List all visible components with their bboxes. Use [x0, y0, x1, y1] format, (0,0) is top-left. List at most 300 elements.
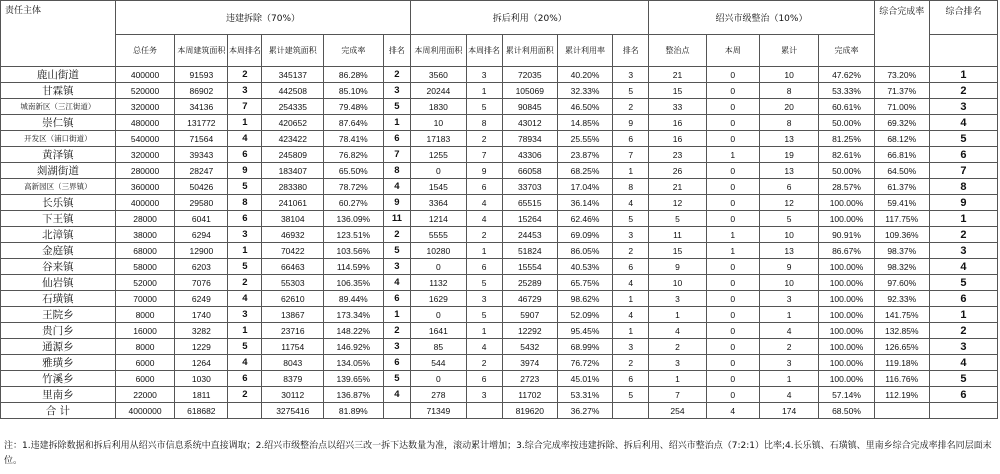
- cell-col-12: 12: [649, 195, 706, 211]
- cell-col-1: 540000: [115, 131, 175, 147]
- cell-col-15: 57.14%: [819, 387, 874, 403]
- cell-col-7: 3560: [411, 67, 466, 83]
- cell-col-2: 71564: [175, 131, 228, 147]
- subheader-cumulative: 累计: [759, 35, 819, 67]
- cell-col-13: 0: [706, 67, 759, 83]
- cell-col-4: 55303: [262, 275, 324, 291]
- cell-col-12: 10: [649, 275, 706, 291]
- cell-col-16: 119.18%: [874, 355, 929, 371]
- cell-col-5: 148.22%: [324, 323, 384, 339]
- cell-col-13: 4: [706, 403, 759, 419]
- cell-col-2: 1030: [175, 371, 228, 387]
- cell-col-12: 4: [649, 323, 706, 339]
- cell-col-10: 65.75%: [557, 275, 612, 291]
- cell-col-13: 0: [706, 307, 759, 323]
- cell-col-16: 59.41%: [874, 195, 929, 211]
- cell-col-4: 423422: [262, 131, 324, 147]
- cell-col-17: 3: [929, 243, 997, 259]
- cell-col-17: [929, 403, 997, 419]
- cell-col-2: 50426: [175, 179, 228, 195]
- cell-col-1: 6000: [115, 371, 175, 387]
- cell-col-6: 6: [383, 131, 411, 147]
- cell-col-6: 6: [383, 355, 411, 371]
- header-overall-rate: 综合完成率: [874, 1, 929, 67]
- cell-col-1: 320000: [115, 147, 175, 163]
- cell-col-6: 6: [383, 291, 411, 307]
- cell-col-17: 2: [929, 227, 997, 243]
- cell-col-13: 0: [706, 355, 759, 371]
- cell-col-16: 66.81%: [874, 147, 929, 163]
- cell-col-14: 2: [759, 339, 819, 355]
- row-entity-name: 贵门乡: [1, 323, 116, 339]
- cell-col-14: 6: [759, 179, 819, 195]
- cell-col-9: 819620: [502, 403, 557, 419]
- row-entity-name: 崇仁镇: [1, 115, 116, 131]
- cell-col-4: 241061: [262, 195, 324, 211]
- cell-col-13: 0: [706, 115, 759, 131]
- cell-col-12: 254: [649, 403, 706, 419]
- cell-col-3: 4: [228, 131, 262, 147]
- subheader-cumulative-area: 累计建筑面积: [262, 35, 324, 67]
- cell-col-4: 62610: [262, 291, 324, 307]
- cell-col-4: 13867: [262, 307, 324, 323]
- cell-col-12: 21: [649, 179, 706, 195]
- cell-col-9: 46729: [502, 291, 557, 307]
- cell-col-6: 2: [383, 323, 411, 339]
- cell-col-5: 139.65%: [324, 371, 384, 387]
- cell-col-16: 141.75%: [874, 307, 929, 323]
- cell-col-15: 100.00%: [819, 371, 874, 387]
- cell-col-8: 5: [466, 307, 502, 323]
- cell-col-2: 12900: [175, 243, 228, 259]
- cell-col-9: 72035: [502, 67, 557, 83]
- cell-col-9: 15264: [502, 211, 557, 227]
- cell-col-9: 51824: [502, 243, 557, 259]
- cell-col-17: 5: [929, 131, 997, 147]
- cell-col-5: 87.64%: [324, 115, 384, 131]
- cell-col-15: 100.00%: [819, 291, 874, 307]
- row-entity-name: 仙岩镇: [1, 275, 116, 291]
- cell-col-16: 71.00%: [874, 99, 929, 115]
- cell-col-7: 85: [411, 339, 466, 355]
- cell-col-2: 39343: [175, 147, 228, 163]
- cell-col-7: 1641: [411, 323, 466, 339]
- cell-col-1: 68000: [115, 243, 175, 259]
- cell-col-3: 5: [228, 259, 262, 275]
- cell-col-5: 103.56%: [324, 243, 384, 259]
- cell-col-12: 5: [649, 211, 706, 227]
- cell-col-14: 19: [759, 147, 819, 163]
- cell-col-4: 46932: [262, 227, 324, 243]
- cell-col-8: 5: [466, 275, 502, 291]
- row-entity-name: 剡湖街道: [1, 163, 116, 179]
- cell-col-13: 0: [706, 323, 759, 339]
- cell-col-11: 1: [613, 291, 649, 307]
- cell-col-6: 1: [383, 115, 411, 131]
- cell-col-12: 3: [649, 355, 706, 371]
- cell-col-9: 105069: [502, 83, 557, 99]
- row-entity-name: 竹溪乡: [1, 371, 116, 387]
- subheader-completion-rate: 完成率: [324, 35, 384, 67]
- row-entity-name: 合 计: [1, 403, 116, 419]
- cell-col-17: 5: [929, 275, 997, 291]
- cell-col-12: 16: [649, 115, 706, 131]
- cell-col-13: 1: [706, 227, 759, 243]
- cell-col-3: 3: [228, 307, 262, 323]
- cell-col-12: 9: [649, 259, 706, 275]
- row-entity-name: 里南乡: [1, 387, 116, 403]
- cell-col-3: 2: [228, 67, 262, 83]
- cell-col-12: 16: [649, 131, 706, 147]
- cell-col-3: 5: [228, 339, 262, 355]
- cell-col-13: 0: [706, 83, 759, 99]
- cell-col-5: 85.10%: [324, 83, 384, 99]
- cell-col-10: 32.33%: [557, 83, 612, 99]
- cell-col-12: 23: [649, 147, 706, 163]
- cell-col-3: 3: [228, 227, 262, 243]
- cell-col-17: 6: [929, 387, 997, 403]
- cell-col-15: 81.25%: [819, 131, 874, 147]
- cell-col-6: 9: [383, 195, 411, 211]
- cell-col-14: 13: [759, 243, 819, 259]
- subheader-rectification-rate: 完成率: [819, 35, 874, 67]
- cell-col-3: 1: [228, 115, 262, 131]
- cell-col-3: 2: [228, 275, 262, 291]
- cell-col-17: 8: [929, 179, 997, 195]
- cell-col-12: 15: [649, 83, 706, 99]
- cell-col-4: 70422: [262, 243, 324, 259]
- cell-col-5: 89.44%: [324, 291, 384, 307]
- cell-col-13: 0: [706, 339, 759, 355]
- table-row: [1, 355, 998, 371]
- cell-col-7: 1132: [411, 275, 466, 291]
- cell-col-16: 112.19%: [874, 387, 929, 403]
- cell-col-7: 1830: [411, 99, 466, 115]
- cell-col-12: 7: [649, 387, 706, 403]
- table-row: [1, 371, 998, 387]
- cell-col-3: 1: [228, 243, 262, 259]
- cell-col-9: 24453: [502, 227, 557, 243]
- table-row: [1, 67, 998, 83]
- cell-col-7: 0: [411, 307, 466, 323]
- cell-col-15: 82.61%: [819, 147, 874, 163]
- cell-col-14: 13: [759, 163, 819, 179]
- cell-col-3: 8: [228, 195, 262, 211]
- cell-col-6: 4: [383, 275, 411, 291]
- cell-col-3: 4: [228, 291, 262, 307]
- subheader-cumulative-use-area: 累计利用面积: [502, 35, 557, 67]
- cell-col-4: 30112: [262, 387, 324, 403]
- cell-col-11: 3: [613, 67, 649, 83]
- cell-col-8: 6: [466, 179, 502, 195]
- row-entity-name: 黄泽镇: [1, 147, 116, 163]
- table-row: [1, 211, 998, 227]
- cell-col-10: 53.31%: [557, 387, 612, 403]
- cell-col-13: 1: [706, 243, 759, 259]
- cell-col-15: 53.33%: [819, 83, 874, 99]
- table-row: [1, 323, 998, 339]
- cell-col-2: 29580: [175, 195, 228, 211]
- cell-col-1: 16000: [115, 323, 175, 339]
- table-row: [1, 131, 998, 147]
- cell-col-14: 9: [759, 259, 819, 275]
- cell-col-1: 70000: [115, 291, 175, 307]
- subheader-total-task: 总任务: [115, 35, 175, 67]
- cell-col-10: 45.01%: [557, 371, 612, 387]
- cell-col-12: 26: [649, 163, 706, 179]
- table-row: [1, 387, 998, 403]
- cell-col-1: 8000: [115, 307, 175, 323]
- cell-col-1: 320000: [115, 99, 175, 115]
- cell-col-15: 90.91%: [819, 227, 874, 243]
- cell-col-9: 25289: [502, 275, 557, 291]
- cell-col-14: 8: [759, 115, 819, 131]
- cell-col-17: 2: [929, 83, 997, 99]
- cell-col-7: 1545: [411, 179, 466, 195]
- cell-col-2: 618682: [175, 403, 228, 419]
- subheader-cumulative-use-rate: 累计利用率: [557, 35, 612, 67]
- cell-col-6: 1: [383, 307, 411, 323]
- cell-col-1: 4000000: [115, 403, 175, 419]
- cell-col-5: 78.72%: [324, 179, 384, 195]
- cell-col-15: 100.00%: [819, 211, 874, 227]
- cell-col-8: 4: [466, 195, 502, 211]
- cell-col-17: 4: [929, 115, 997, 131]
- table-row: [1, 163, 998, 179]
- cell-col-9: 43306: [502, 147, 557, 163]
- subheader-week-rank: 本周排名: [228, 35, 262, 67]
- row-entity-name: 长乐镇: [1, 195, 116, 211]
- cell-col-2: 3282: [175, 323, 228, 339]
- cell-col-7: 0: [411, 371, 466, 387]
- cell-col-16: 68.12%: [874, 131, 929, 147]
- cell-col-7: 3364: [411, 195, 466, 211]
- cell-col-13: 0: [706, 291, 759, 307]
- cell-col-14: 1: [759, 371, 819, 387]
- cell-col-7: 0: [411, 163, 466, 179]
- cell-col-3: 1: [228, 323, 262, 339]
- cell-col-4: 442508: [262, 83, 324, 99]
- cell-col-5: 81.89%: [324, 403, 384, 419]
- cell-col-4: 245809: [262, 147, 324, 163]
- cell-col-10: 95.45%: [557, 323, 612, 339]
- cell-col-7: 71349: [411, 403, 466, 419]
- cell-col-15: 100.00%: [819, 195, 874, 211]
- cell-col-6: 11: [383, 211, 411, 227]
- cell-col-11: 7: [613, 147, 649, 163]
- cell-col-2: 6249: [175, 291, 228, 307]
- cell-col-14: 3: [759, 355, 819, 371]
- cell-col-14: 4: [759, 387, 819, 403]
- subheader-week-area: 本周建筑面积: [175, 35, 228, 67]
- cell-col-2: 7076: [175, 275, 228, 291]
- cell-col-15: 100.00%: [819, 275, 874, 291]
- cell-col-15: 100.00%: [819, 259, 874, 275]
- cell-col-11: 2: [613, 355, 649, 371]
- cell-col-11: 4: [613, 275, 649, 291]
- cell-col-2: 34136: [175, 99, 228, 115]
- cell-col-9: 90845: [502, 99, 557, 115]
- cell-col-15: 50.00%: [819, 163, 874, 179]
- cell-col-9: 12292: [502, 323, 557, 339]
- cell-col-16: 117.75%: [874, 211, 929, 227]
- cell-col-4: 3275416: [262, 403, 324, 419]
- cell-col-17: 7: [929, 163, 997, 179]
- cell-col-17: 4: [929, 259, 997, 275]
- header-demolition: 违建拆除（70%）: [115, 1, 410, 35]
- table-row: [1, 291, 998, 307]
- cell-col-3: 4: [228, 355, 262, 371]
- cell-col-1: 8000: [115, 339, 175, 355]
- table-row: [1, 83, 998, 99]
- cell-col-4: 345137: [262, 67, 324, 83]
- cell-col-8: 3: [466, 67, 502, 83]
- cell-col-8: 5: [466, 99, 502, 115]
- cell-col-16: 116.76%: [874, 371, 929, 387]
- cell-col-9: 5432: [502, 339, 557, 355]
- cell-col-11: 9: [613, 115, 649, 131]
- row-entity-name: 开发区（浦口街道）: [1, 131, 116, 147]
- cell-col-6: 4: [383, 179, 411, 195]
- cell-col-14: 8: [759, 83, 819, 99]
- cell-col-13: 0: [706, 275, 759, 291]
- cell-col-8: [466, 403, 502, 419]
- cell-col-17: 6: [929, 291, 997, 307]
- cell-col-13: 0: [706, 163, 759, 179]
- cell-col-13: 0: [706, 259, 759, 275]
- cell-col-9: 65515: [502, 195, 557, 211]
- cell-col-14: 20: [759, 99, 819, 115]
- cell-col-11: 8: [613, 179, 649, 195]
- cell-col-16: 109.36%: [874, 227, 929, 243]
- subheader-this-week: 本周: [706, 35, 759, 67]
- cell-col-3: 6: [228, 371, 262, 387]
- cell-col-13: 0: [706, 211, 759, 227]
- cell-col-13: 0: [706, 387, 759, 403]
- cell-col-7: 17183: [411, 131, 466, 147]
- cell-col-4: 8379: [262, 371, 324, 387]
- cell-col-15: 60.61%: [819, 99, 874, 115]
- cell-col-13: 0: [706, 195, 759, 211]
- row-entity-name: 城南新区（三江街道）: [1, 99, 116, 115]
- cell-col-3: 7: [228, 99, 262, 115]
- cell-col-6: 2: [383, 67, 411, 83]
- cell-col-12: 2: [649, 339, 706, 355]
- table-body: [1, 67, 998, 419]
- row-entity-name: 王院乡: [1, 307, 116, 323]
- cell-col-16: 97.60%: [874, 275, 929, 291]
- cell-col-11: 1: [613, 163, 649, 179]
- cell-col-16: [874, 403, 929, 419]
- cell-col-7: 10: [411, 115, 466, 131]
- cell-col-4: 66463: [262, 259, 324, 275]
- cell-col-1: 280000: [115, 163, 175, 179]
- cell-col-7: 1255: [411, 147, 466, 163]
- cell-col-4: 23716: [262, 323, 324, 339]
- cell-col-5: 173.34%: [324, 307, 384, 323]
- cell-col-6: 4: [383, 387, 411, 403]
- cell-col-11: 6: [613, 131, 649, 147]
- header-city-rectification: 绍兴市级整治（10%）: [649, 1, 874, 35]
- cell-col-7: 278: [411, 387, 466, 403]
- cell-col-8: 8: [466, 115, 502, 131]
- cell-col-10: 76.72%: [557, 355, 612, 371]
- table-row: [1, 147, 998, 163]
- cell-col-15: 68.50%: [819, 403, 874, 419]
- cell-col-10: 52.09%: [557, 307, 612, 323]
- footnote: 注：1.违建拆除数据和拆后利用从绍兴市信息系统中直接调取；2.绍兴市级整治点以绍兴三改一拆下达数量为准，滚动累计增加；3.综合完成率按违建拆除、拆后利用、绍兴市整治点（7:2:1）比率;4.长乐镇、石璜镇、里南乡综合完成率排名同层面末位。: [4, 441, 992, 466]
- cell-col-14: 12: [759, 195, 819, 211]
- cell-col-7: 544: [411, 355, 466, 371]
- cell-col-9: 33703: [502, 179, 557, 195]
- cell-col-10: 17.04%: [557, 179, 612, 195]
- cell-col-13: 0: [706, 179, 759, 195]
- cell-col-3: 5: [228, 179, 262, 195]
- cell-col-1: 22000: [115, 387, 175, 403]
- cell-col-12: 1: [649, 371, 706, 387]
- cell-col-5: 79.48%: [324, 99, 384, 115]
- cell-col-5: 86.28%: [324, 67, 384, 83]
- cell-col-5: 60.27%: [324, 195, 384, 211]
- cell-col-1: 360000: [115, 179, 175, 195]
- cell-col-2: 131772: [175, 115, 228, 131]
- cell-col-12: 15: [649, 243, 706, 259]
- cell-col-4: 283380: [262, 179, 324, 195]
- table-row: [1, 259, 998, 275]
- row-entity-name: 金庭镇: [1, 243, 116, 259]
- row-entity-name: 甘霖镇: [1, 83, 116, 99]
- table-row: [1, 243, 998, 259]
- cell-col-15: 100.00%: [819, 323, 874, 339]
- cell-col-15: 47.62%: [819, 67, 874, 83]
- cell-col-14: 13: [759, 131, 819, 147]
- cell-col-9: 43012: [502, 115, 557, 131]
- cell-col-1: 480000: [115, 115, 175, 131]
- cell-col-2: 1811: [175, 387, 228, 403]
- cell-col-5: 134.05%: [324, 355, 384, 371]
- cell-col-11: 3: [613, 339, 649, 355]
- cell-col-6: 5: [383, 371, 411, 387]
- cell-col-15: 100.00%: [819, 307, 874, 323]
- cell-col-13: 1: [706, 147, 759, 163]
- cell-col-10: 86.05%: [557, 243, 612, 259]
- cell-col-6: 7: [383, 147, 411, 163]
- cell-col-4: 183407: [262, 163, 324, 179]
- cell-col-8: 1: [466, 243, 502, 259]
- cell-col-8: 3: [466, 387, 502, 403]
- cell-col-9: 66058: [502, 163, 557, 179]
- cell-col-11: 2: [613, 99, 649, 115]
- cell-col-11: 5: [613, 211, 649, 227]
- cell-col-12: 3: [649, 291, 706, 307]
- cell-col-11: 3: [613, 227, 649, 243]
- cell-col-8: 2: [466, 355, 502, 371]
- header-responsible-entity: 责任主体: [1, 1, 116, 67]
- cell-col-13: 0: [706, 371, 759, 387]
- cell-col-11: 1: [613, 323, 649, 339]
- table-row: [1, 275, 998, 291]
- cell-col-16: 61.37%: [874, 179, 929, 195]
- cell-col-4: 254335: [262, 99, 324, 115]
- row-entity-name: 通源乡: [1, 339, 116, 355]
- cell-col-8: 9: [466, 163, 502, 179]
- cell-col-16: 71.37%: [874, 83, 929, 99]
- cell-col-8: 1: [466, 323, 502, 339]
- header-post-use: 拆后利用（20%）: [411, 1, 649, 35]
- cell-col-10: 23.87%: [557, 147, 612, 163]
- cell-col-14: 1: [759, 307, 819, 323]
- cell-col-3: 6: [228, 147, 262, 163]
